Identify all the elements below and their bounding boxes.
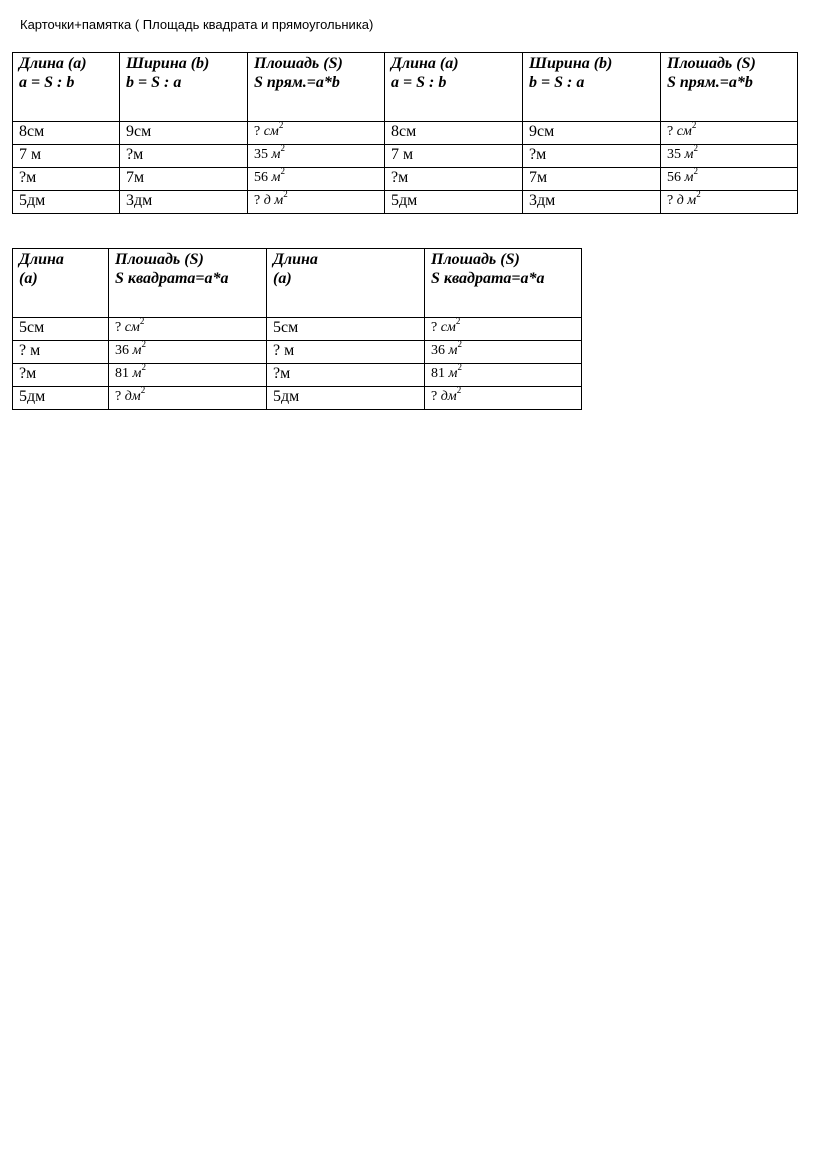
width-cell: 9см <box>523 122 661 145</box>
area-exponent: 2 <box>278 121 284 130</box>
table-row <box>13 387 582 410</box>
header-cell <box>425 249 582 318</box>
header-line2: a = S : b <box>391 74 447 91</box>
area-value: 36 <box>431 343 445 358</box>
area-cell <box>661 145 798 168</box>
length-cell: ? м <box>267 341 425 364</box>
area-value: ? <box>667 193 674 208</box>
area-unit: д м <box>676 193 697 208</box>
header-cell <box>267 249 425 318</box>
area-cell <box>425 364 582 387</box>
area-unit: д м <box>263 193 284 208</box>
header-line1: Плошадь (S) <box>431 251 520 268</box>
width-cell: 3дм <box>523 191 661 214</box>
area-cell <box>248 168 385 191</box>
area-cell <box>109 387 267 410</box>
area-unit: м <box>271 170 281 185</box>
length-cell: ? м <box>13 341 109 364</box>
header-line1: Длина <box>273 251 318 268</box>
area-exponent: 2 <box>283 190 288 199</box>
area-exponent: 2 <box>696 190 701 199</box>
area-cell <box>248 122 385 145</box>
header-line1: Длина (a) <box>391 55 459 72</box>
area-value: ? <box>254 193 261 208</box>
area-value: ? <box>431 389 438 404</box>
table-row <box>13 364 582 387</box>
header-line1: Плошадь (S) <box>115 251 204 268</box>
area-value: ? <box>115 389 122 404</box>
header-cell <box>13 249 109 318</box>
header-cell <box>120 53 248 122</box>
length-cell: 5дм <box>385 191 523 214</box>
header-line2: S прям.=a*b <box>667 74 753 91</box>
area-cell <box>248 145 385 168</box>
width-cell: ?м <box>120 145 248 168</box>
length-cell: ?м <box>385 168 523 191</box>
area-value: 56 <box>254 170 268 185</box>
area-cell <box>109 341 267 364</box>
table-row <box>13 168 798 191</box>
area-cell <box>109 318 267 341</box>
length-cell: 5см <box>13 318 109 341</box>
header-line2: S прям.=a*b <box>254 74 340 91</box>
length-cell: 5дм <box>13 191 120 214</box>
length-cell: ?м <box>13 364 109 387</box>
area-cell <box>661 122 798 145</box>
header-cell <box>248 53 385 122</box>
header-row <box>13 53 798 122</box>
area-exponent: 2 <box>455 317 461 326</box>
header-line2: S квадрата=a*a <box>431 270 545 287</box>
header-row <box>13 249 582 318</box>
width-cell: 7м <box>120 168 248 191</box>
area-exponent: 2 <box>141 363 146 372</box>
header-line2: (a) <box>273 270 292 287</box>
header-cell <box>109 249 267 318</box>
table-row <box>13 145 798 168</box>
header-cell <box>523 53 661 122</box>
header-line1: Ширина (b) <box>529 55 613 72</box>
area-cell <box>661 191 798 214</box>
area-exponent: 2 <box>141 340 146 349</box>
area-value: ? <box>254 124 261 139</box>
header-cell <box>385 53 523 122</box>
length-cell: 8см <box>13 122 120 145</box>
area-unit: м <box>132 366 142 381</box>
area-unit: м <box>448 343 458 358</box>
header-line2: S квадрата=a*a <box>115 270 229 287</box>
page-title: Карточки+памятка ( Площадь квадрата и прямоугольника) <box>20 17 374 32</box>
area-cell <box>425 341 582 364</box>
area-cell <box>248 191 385 214</box>
length-cell: 8см <box>385 122 523 145</box>
length-cell: 5см <box>267 318 425 341</box>
square-table <box>12 248 582 410</box>
area-exponent: 2 <box>691 121 697 130</box>
area-value: ? <box>115 320 122 335</box>
area-unit: м <box>132 343 142 358</box>
length-cell: ?м <box>13 168 120 191</box>
table-row <box>13 318 582 341</box>
area-value: 81 <box>115 366 129 381</box>
length-cell: 7 м <box>385 145 523 168</box>
area-value: 36 <box>115 343 129 358</box>
area-exponent: 2 <box>457 363 462 372</box>
area-value: ? <box>667 124 674 139</box>
area-value: 35 <box>667 147 681 162</box>
width-cell: ?м <box>523 145 661 168</box>
area-unit: м <box>271 147 281 162</box>
area-cell <box>425 387 582 410</box>
width-cell: 7м <box>523 168 661 191</box>
area-exponent: 2 <box>693 167 698 176</box>
area-exponent: 2 <box>280 144 285 153</box>
header-line1: Длина <box>19 251 64 268</box>
header-line2: b = S : a <box>126 74 182 91</box>
area-cell <box>661 168 798 191</box>
area-value: 81 <box>431 366 445 381</box>
header-line2: a = S : b <box>19 74 75 91</box>
area-unit: м <box>448 366 458 381</box>
header-line1: Плошадь (S) <box>667 55 756 72</box>
area-unit: см <box>676 124 692 139</box>
length-cell: ?м <box>267 364 425 387</box>
area-unit: м <box>684 147 694 162</box>
area-value: 35 <box>254 147 268 162</box>
length-cell: 5дм <box>267 387 425 410</box>
length-cell: 5дм <box>13 387 109 410</box>
header-cell <box>13 53 120 122</box>
width-cell: 3дм <box>120 191 248 214</box>
area-cell <box>109 364 267 387</box>
area-unit: см <box>440 320 456 335</box>
area-exponent: 2 <box>456 386 462 395</box>
area-value: 56 <box>667 170 681 185</box>
header-line2: (a) <box>19 270 38 287</box>
area-unit: м <box>684 170 694 185</box>
area-exponent: 2 <box>457 340 462 349</box>
area-unit: см <box>124 320 140 335</box>
area-unit: см <box>263 124 279 139</box>
table-row <box>13 191 798 214</box>
header-line1: Длина (a) <box>19 55 87 72</box>
rectangle-table <box>12 52 798 214</box>
header-cell <box>661 53 798 122</box>
width-cell: 9см <box>120 122 248 145</box>
table-row <box>13 341 582 364</box>
header-line2: b = S : a <box>529 74 585 91</box>
area-unit: дм <box>440 389 457 404</box>
table-row <box>13 122 798 145</box>
area-exponent: 2 <box>280 167 285 176</box>
area-exponent: 2 <box>140 386 146 395</box>
area-unit: дм <box>124 389 141 404</box>
header-line1: Ширина (b) <box>126 55 210 72</box>
length-cell: 7 м <box>13 145 120 168</box>
area-cell <box>425 318 582 341</box>
area-value: ? <box>431 320 438 335</box>
header-line1: Плошадь (S) <box>254 55 343 72</box>
area-exponent: 2 <box>693 144 698 153</box>
area-exponent: 2 <box>139 317 145 326</box>
